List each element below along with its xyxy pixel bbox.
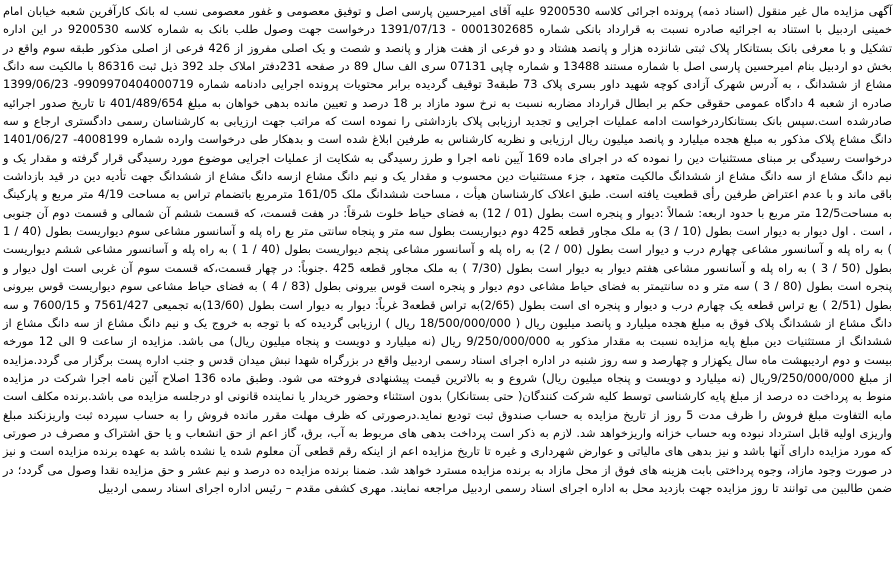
notice-body — [3, 2, 892, 497]
notice-paragraph: آگهی مزایده مال غیر منقول (اسناد ذمه) پرونده اجرائی کلاسه 9200530 علیه آقای امیرحسین پارسی اصل و توفیق معصومی و غفور معصومی نسب له بانک کارآفرین شعبه خیابان امام خمینی اردبیل با استناد به اجرائیه صادره نسبت به قرارداد بانکی شماره 0001302685 - 1391/07/13 درخواست جهت وصول طلب بانک به شماره کلاسه 9200530 در این اداره تشکیل و با معرفی بانک بستانکار پلاک ثبتی شانزده هزار و پانصد هشتاد و دو فرعی از هفت هزار و پانصد و شصت و یک اصلی مفروز از 426 فرعی از اصلی مذکور طبقه سوم واقع در بخش دو اردبیل بنام امیرحسین پارسی اصل با شماره مستند 13488 و شماره چاپی 07131 سری الف سال 89 در صفحه 231دفتر املاک جلد 392 ذیل ثبت 86316 با مالکیت سه دانگ مشاع از ششدانگ ، به آدرس شهرک آزادی کوچه شهید داور بسری پلاک 73 طبقه3 توقیف گردیده برابر محتویات پرونده اجرایی دادنامه شماره 9909970404000719- 1399/06/23 صادره از شعبه 4 دادگاه عمومی حقوقی حکم بر ابطال قرارداد مضاربه نسبت به نرخ سود مازاد بر 18 درصد و تعیین مانده بدهی خواهان به مبلغ 401/489/654 تا تاریخ صدور اجرائیه صادرشده است.سپس بانک بستانکاردرخواست ادامه عملیات اجرایی و تجدید ارزیابی پلاک بازداشتی را نموده است که مراتب جهت ارزیابی به کارشناسان رسمی دادگستری ارجاع و سه دانگ مشاع پلاک مذکور به مبلغ هجده میلیارد و پانصد میلیون ریال ارزیابی و نظریه کارشناس به طرفین ابلاغ شده است و بدهکار طی درخواست وارده شماره 4008199- 1401/06/27 درخواست رسیدگی بر مبنای مستثنیات دین را نموده که در اجرای ماده 169 آیین نامه اجرا و طرز رسیدگی به شکایت از عملیات اجرایی موضوع مورد رسیدگی قرار گرفته و مقدار یک و نیم دانگ مشاع از سه دانگ مشاع از ششدانگ مالکیت متعهد ، جزء مستثنیات دین محسوب و مقدار یک و نیم دانگ مشاع ازسه دانگ مشاع از ششدانگ جهت تأدیه دین در قید بازداشت باقی ماند و با عدم اعتراض طرفین رأی قطعیت یافته است. طبق اعلاک کارشناسان هیأت ، مساحت ششدانگ ملک 161/05 مترمربع باتضمام تراس به مساحت 4/19 متر مربع و پارکینگ به مساحت12/5 متر مربع با حدود اربعه: شمالاً :دیوار و پنجره است بطول (01 / 12) به فضای حیاط خلوت شرقاً: در هفت قسمت، که قسمت ششم آن شمالی و قسمت دوم آن جنوبی ، است . اول دیوار به دیوار است بطول (10 / 3) به ملک مجاور قطعه 425 دوم دیواریست بطول سه متر و پنجاه سانتی متر بع راه پله و آسانسور مشاعی سوم دیواریست بطول (40 / 1 ) به راه پله و آسانسور مشاعی چهارم درب و دیوار است بطول (00 / 2) به راه پله و آسانسور مشاعی پنجم دیواریست بطول (40 / 1 ) به راه پله و آسانسور مشاعی ششم دیواریست بطول (50 / 3 ) به راه پله و آسانسور مشاعی هفتم دیوار به دیوار است بطول (7/30 ) به ملک مجاور قطعه 425 .جنوباً: در چهار قسمت،که قسمت سوم آن غربی است اول دیوار و پنجره است بطول (80 / 3 ) سه متر و ده سانتیمتر به فضای حیاط مشاعی دوم دیوار و پنجره است قوس بیرونی بطول (83 / 4 ) به فضای حیاط مشاعی سوم دیواریست قوس بیرونی بطول (2/51 ) بع تراس قطعه یک چهارم درب و دیوار و پنجره ای است بطول (2/65)به تراس قطعه3 غرباً: دیوار به دیوار است بطول (13/60)به تجمیعی 7561/427 و 7600/15 و سه دانگ مشاع از ششدانگ پلاک فوق به مبلغ هجده میلیارد و پانصد میلیون ریال ( 18/500/000/000 ریال ) ارزیابی گردیده که با توجه به خروج یک و نیم دانگ مشاع از سه دانگ مشاع از ششدانگ از مستثنیات دین مبلغ پایه مزایده نسبت به مقدار مذکور به 9/250/000/000 ریال (نه میلیارد و دویست و پنجاه میلیون ریال) می باشد. مزایده از ساعت 9 الی 12 مورخه بیست و دوم اردیبهشت ماه سال یکهزار و چهارصد و سه روز شنبه در اداره اجرای اسناد رسمی اردبیل واقع در بزرگراه شهدا نبش میدان قدس و جنب اداره پست برگزار می گردد.مزایده از مبلغ 9/250/000/000ریال (نه میلیارد و دویست و پنجاه میلیون ریال) شروع و به بالاترین قیمت پیشنهادی فروخته می شود. وطبق ماده 136 اصلاح آئین نامه اجرا شرکت در مزایده منوط به پرداخت ده درصد از مبلغ پایه کارشناسی توسط کلیه شرکت کنندگان( حتی بستانکار) بدون استثناء وحضور خریدار یا نماینده قانونی او درجلسه مزایده می باشد.برنده مکلف است مابه التفاوت مبلغ فروش را ظرف مدت 5 روز از تاریخ مزایده به حساب صندوق ثبت تودیع نماید.درصورتی که ظرف مهلت مقرر مانده فروش را به حساب سپرده ثبت واریزنکند مبلغ واریزی اولیه قابل استرداد نبوده وبه حساب خزانه واریزخواهد شد. لازم به ذکر است پرداخت بدهی های مربوط به آب، برق، گاز اعم از حق انشعاب و یا حق اشتراک و مصرف در صورتی که مورد مزایده دارای آنها باشد و نیز بدهی های مالیاتی و عوارض شهرداری و غیره تا تاریخ مزایده اعم از اینکه رقم قطعی آن معلوم شده یا نشده باشد به عهده برنده مزایده است و نیز در صورت وجود مازاد، وجوه پرداختی بابت هزینه های فوق از محل مازاد به برنده مزایده مسترد خواهد شد. ضمنا برنده مزایده ده درصد و نیم عشر و حق مزایده نقدا وصول می گردد؛ در ضمن طالبین می توانند تا روز مزایده جهت بازدید محل به اداره اجرای اسناد رسمی اردبیل مراجعه نمایند. — [3, 4, 893, 495]
notice-signature: مهری کشفی مقدم – رئیس اداره اجرای اسناد رسمی اردبیل — [98, 480, 387, 495]
